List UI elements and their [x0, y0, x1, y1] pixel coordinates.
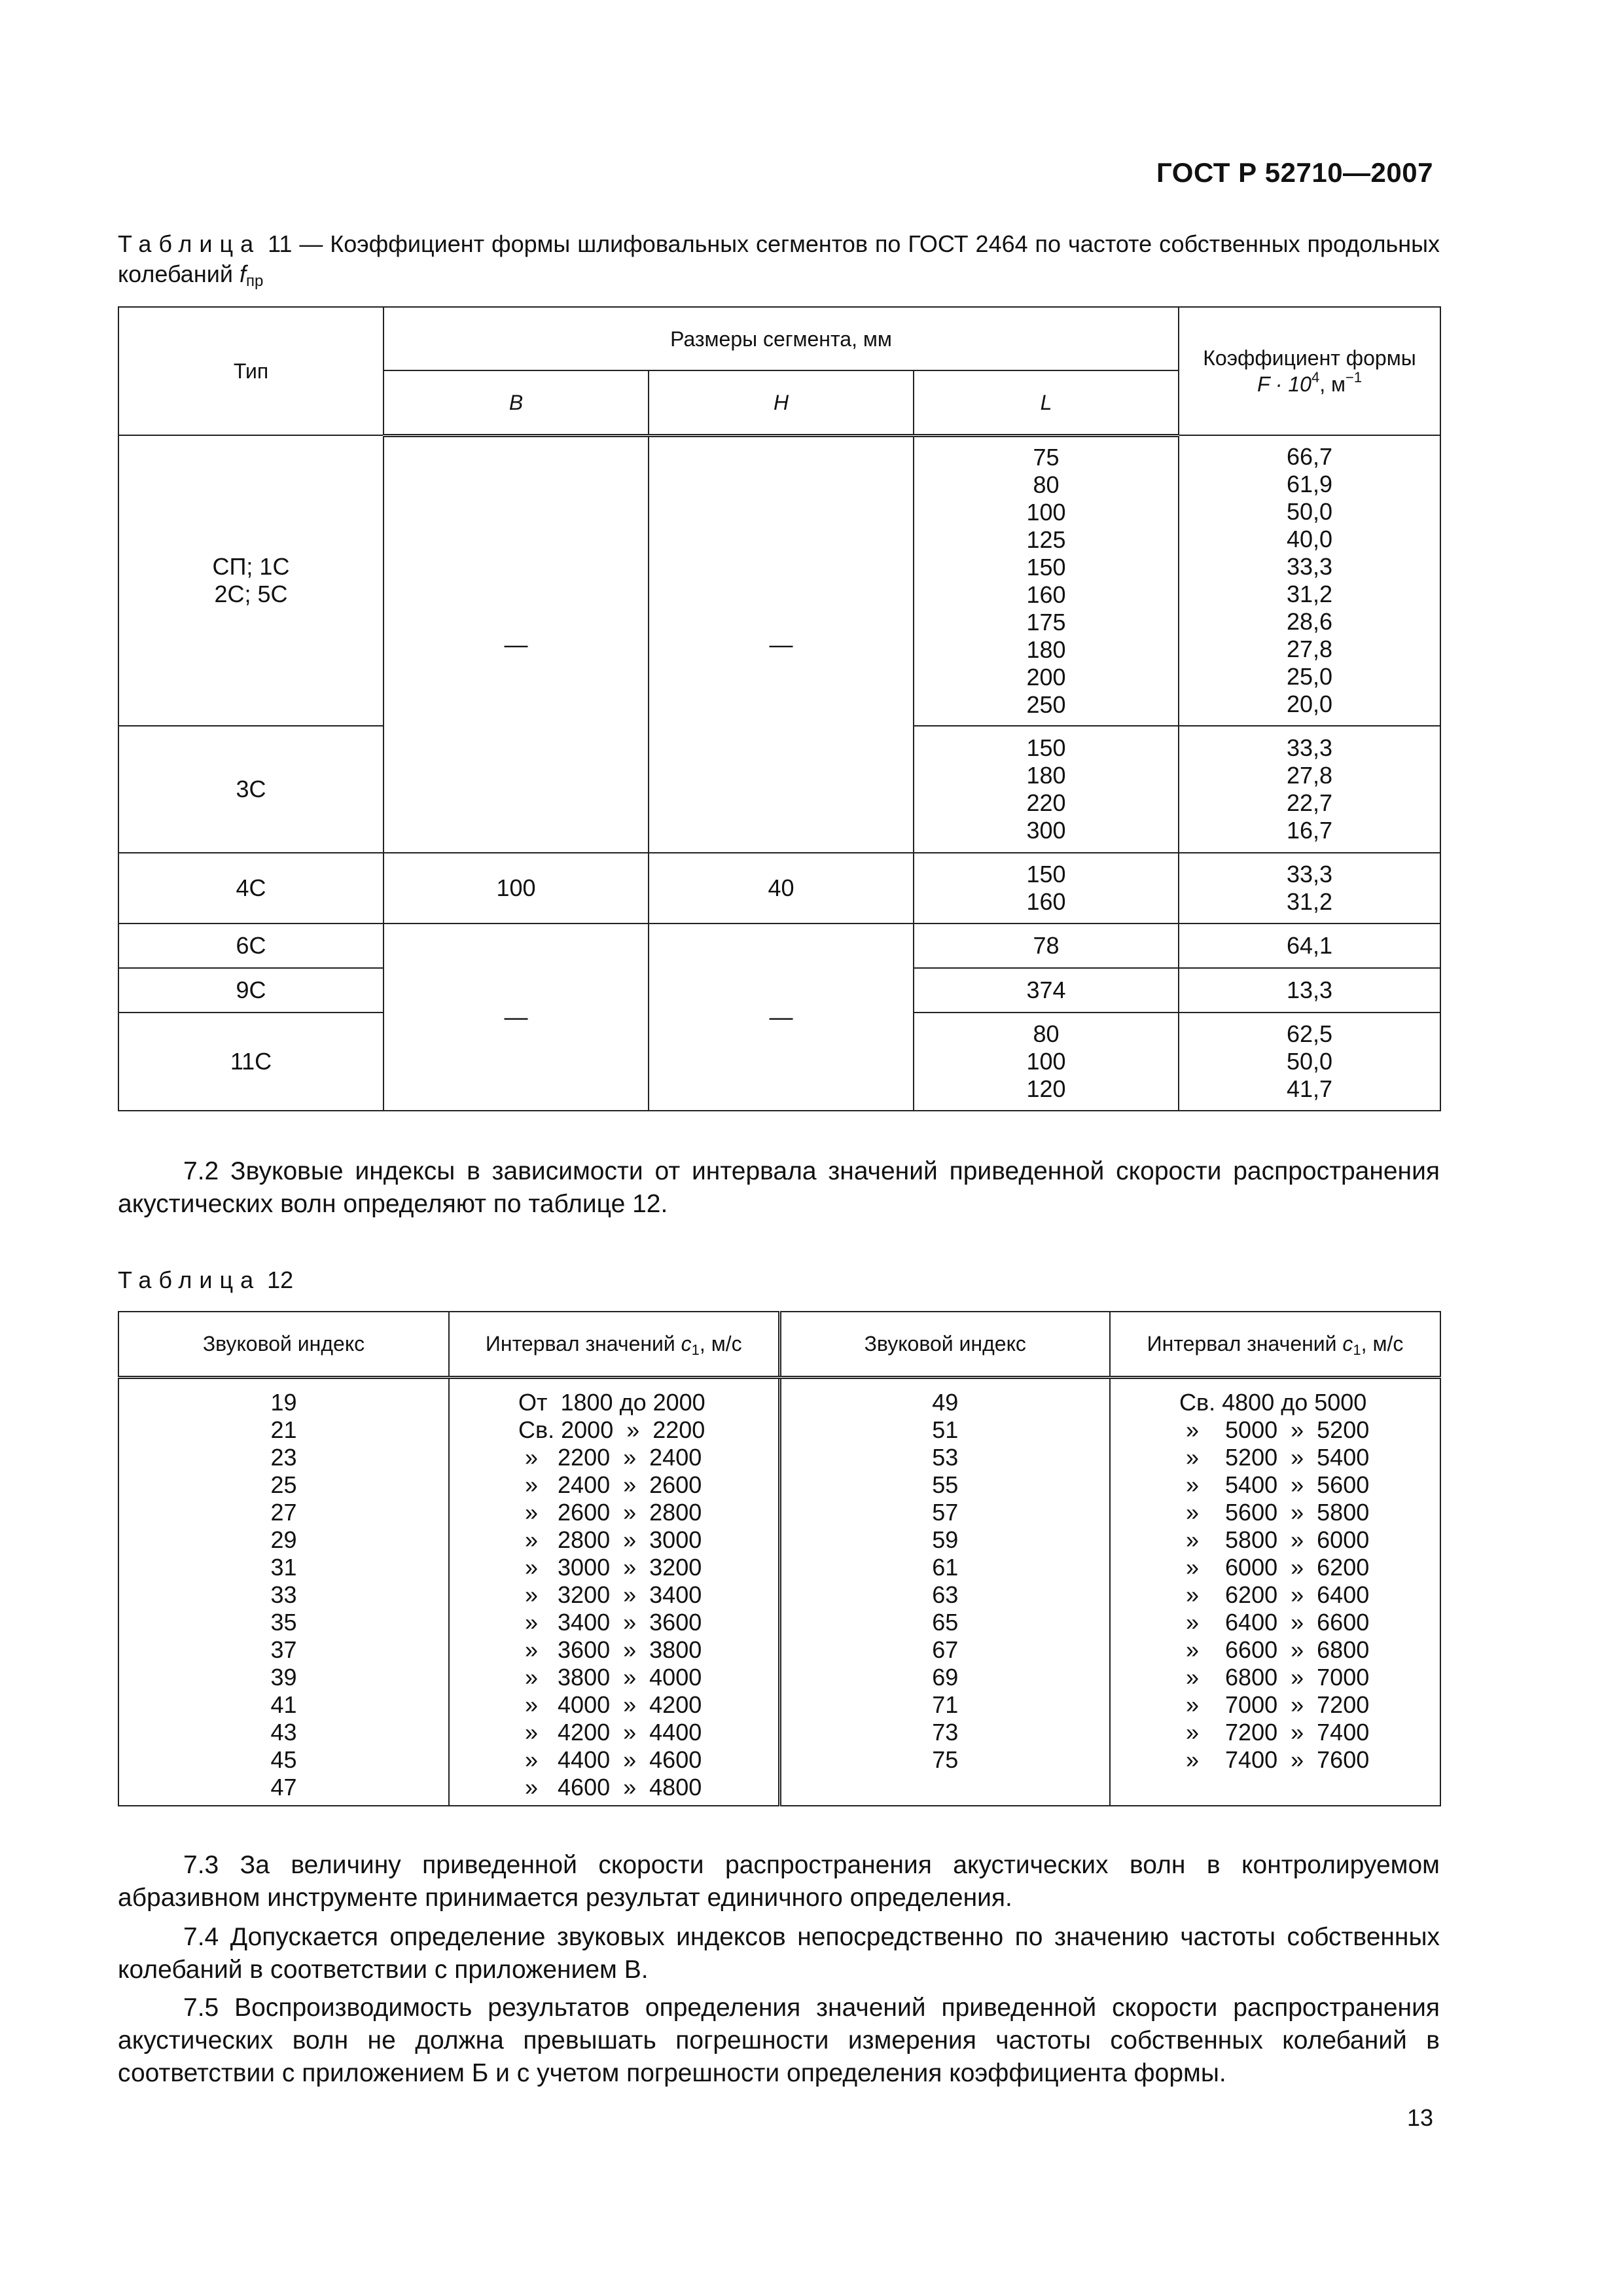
l-values: 150 160 [1026, 861, 1066, 915]
table12-right-ranges [1110, 1377, 1440, 1806]
table12-header-interval-right [1110, 1312, 1440, 1377]
coef-formula-unit: , м [1319, 372, 1346, 396]
table11-coef-cell [1179, 853, 1440, 924]
table-row [118, 853, 1440, 924]
table11-type-cell [118, 968, 383, 1013]
table11-h-cell [649, 435, 914, 853]
table-row [118, 1377, 1440, 1806]
table11-header-b [383, 370, 649, 435]
interval-main: Интервал значений [485, 1332, 681, 1356]
table11-header-h [649, 370, 914, 435]
paragraph-7-5: 7.5 Воспроизводимость результатов определения значений приведенной скорости распространения акустических волн не должна превышать погрешности измерения частоты собственных колебаний в соответствии с приложением Б и с учетом погрешности определения коэффициента формы. [118, 1994, 1440, 2087]
table-row [118, 924, 1440, 968]
table11-b-cell [383, 924, 649, 1111]
table11-b-cell [383, 435, 649, 853]
interval-unit: , м/с [1361, 1332, 1404, 1356]
table12-header-index-right: Звуковой индекс [779, 1312, 1110, 1377]
table12-left-indices [118, 1377, 449, 1806]
h-value: — [769, 630, 793, 658]
table11-type-cell [118, 924, 383, 968]
type-value: 11С [230, 1048, 272, 1075]
coef-values: 33,3 31,2 [1286, 861, 1333, 915]
h-value: — [769, 1003, 793, 1030]
b-value: — [504, 1003, 528, 1030]
table11-coef-cell [1179, 924, 1440, 968]
type-value: 4С [236, 874, 266, 901]
table11-l-cell [914, 924, 1179, 968]
table11-l-cell [914, 853, 1179, 924]
header-b-label: B [508, 390, 524, 414]
table11-header-coef-formula [1179, 371, 1440, 397]
l-values: 150 180 220 300 [1026, 734, 1066, 844]
coef-values: 64,1 [1286, 932, 1333, 959]
b-value: 100 [496, 874, 536, 901]
table11-l-cell [914, 1013, 1179, 1111]
standard-designation: ГОСТ Р 52710—2007 [1156, 157, 1433, 188]
type-value: 6С [236, 932, 266, 959]
table12-left-ranges [449, 1377, 779, 1806]
table11-caption-text: 11 — Коэффициент формы шлифовальных сегментов по ГОСТ 2464 по частоте собственных продольных колебаний [118, 230, 1440, 287]
table12-right-indices [779, 1377, 1110, 1806]
table11-header-coef-title: Коэффициент формы [1203, 346, 1416, 370]
range-values: Св. 4800 до 5000 » 5000 » 5200 » 5200 » 5400 » 5400 » 5600 » 5600 » 5800 » 5800 » 6000 » 6000 » 6200 » 6200 » 6400 » 6400 » 6600 » 6600 » 6800 » 6800 » 7000 » 7000 » 7200 » 7200 » 7400 » 7400 » 7600 [1179, 1388, 1370, 1773]
table11-l-cell [914, 435, 1179, 726]
interval-sub: 1 [1353, 1342, 1361, 1359]
table11-type-cell [118, 1013, 383, 1111]
table11-header-coef [1179, 307, 1440, 435]
table11-caption-label: Таблица [118, 230, 261, 257]
header-l-label: L [1040, 390, 1052, 414]
table11-h-cell [649, 924, 914, 1111]
interval-symbol: c [681, 1332, 692, 1356]
table12-caption [118, 1265, 1440, 1295]
table11-caption-sub: пр [245, 272, 264, 290]
range-values: От 1800 до 2000 Св. 2000 » 2200 » 2200 » 2400 » 2400 » 2600 » 2600 » 2800 » 2800 » 3000 » 3000 » 3200 » 3200 » 3400 » 3400 » 3600 » 3600 » 3800 » 3800 » 4000 » 4000 » 4200 » 4200 » 4400 » 4400 » 4600 » 4600 » 4800 [518, 1388, 705, 1801]
table11-caption-symbol: f [239, 260, 246, 287]
interval-sub: 1 [691, 1342, 700, 1359]
paragraph-7-2: 7.2 Звуковые индексы в зависимости от интервала значений приведенной скорости распространения акустических волн определяют по таблице 12. [118, 1157, 1440, 1218]
coef-values: 62,5 50,0 41,7 [1286, 1020, 1333, 1102]
coef-values: 33,3 27,8 22,7 16,7 [1286, 734, 1333, 844]
table11-coef-cell [1179, 1013, 1440, 1111]
table11-header-l [914, 370, 1179, 435]
type-value: СП; 1С 2С; 5С [212, 553, 290, 607]
table11-l-cell [914, 726, 1179, 853]
paragraph-7-3: 7.3 За величину приведенной скорости распространения акустических волн в контролируемом абразивном инструменте принимается результат единичного определения. [118, 1851, 1440, 1912]
coef-values: 66,7 61,9 50,0 40,0 33,3 31,2 28,6 27,8 25,0 20,0 [1286, 443, 1333, 717]
index-values: 19 21 23 25 27 29 31 33 35 37 39 41 43 45 47 [270, 1388, 297, 1801]
type-value: 9С [236, 977, 266, 1003]
table12-header-interval-left [449, 1312, 779, 1377]
paragraph-7-4: 7.4 Допускается определение звуковых индексов непосредственно по значению частоты собственных колебаний в соответствии с приложением В. [118, 1923, 1440, 1984]
table11-coef-cell [1179, 435, 1440, 726]
table11-b-cell [383, 853, 649, 924]
table11-header-dims: Размеры сегмента, мм [383, 307, 1179, 370]
table-row [118, 435, 1440, 726]
table11-coef-cell [1179, 726, 1440, 853]
b-value: — [504, 630, 528, 658]
table11-header-type: Тип [118, 307, 383, 435]
l-values: 374 [1026, 977, 1066, 1003]
interval-symbol: c [1342, 1332, 1353, 1356]
table11-caption [118, 229, 1440, 289]
header-h-label: H [773, 390, 789, 414]
interval-main: Интервал значений [1147, 1332, 1343, 1356]
table12-caption-num: 12 [260, 1266, 294, 1293]
page-number: 13 [1406, 2104, 1433, 2131]
table12 [118, 1311, 1441, 1806]
table11-type-cell [118, 853, 383, 924]
table11-type-cell [118, 435, 383, 726]
interval-unit: , м/с [699, 1332, 742, 1356]
l-values: 78 [1033, 932, 1060, 959]
table12-caption-label: Таблица [118, 1266, 261, 1293]
coef-formula-exp: 4 [1311, 369, 1320, 386]
type-value: 3С [236, 776, 266, 802]
table11-l-cell [914, 968, 1179, 1013]
index-values: 49 51 53 55 57 59 61 63 65 67 69 71 73 75 [932, 1388, 959, 1773]
coef-formula-main: F · 10 [1257, 372, 1311, 396]
table11-coef-cell [1179, 968, 1440, 1013]
table12-header-index-left: Звуковой индекс [118, 1312, 449, 1377]
coef-values: 13,3 [1286, 977, 1333, 1003]
coef-formula-unit-exp: −1 [1345, 369, 1363, 386]
l-values: 80 100 120 [1026, 1020, 1066, 1102]
table11-h-cell [649, 853, 914, 924]
h-value: 40 [768, 874, 794, 901]
table11 [118, 306, 1441, 1111]
table11-type-cell [118, 726, 383, 853]
l-values: 75 80 100 125 150 160 175 180 200 250 [1026, 443, 1066, 718]
